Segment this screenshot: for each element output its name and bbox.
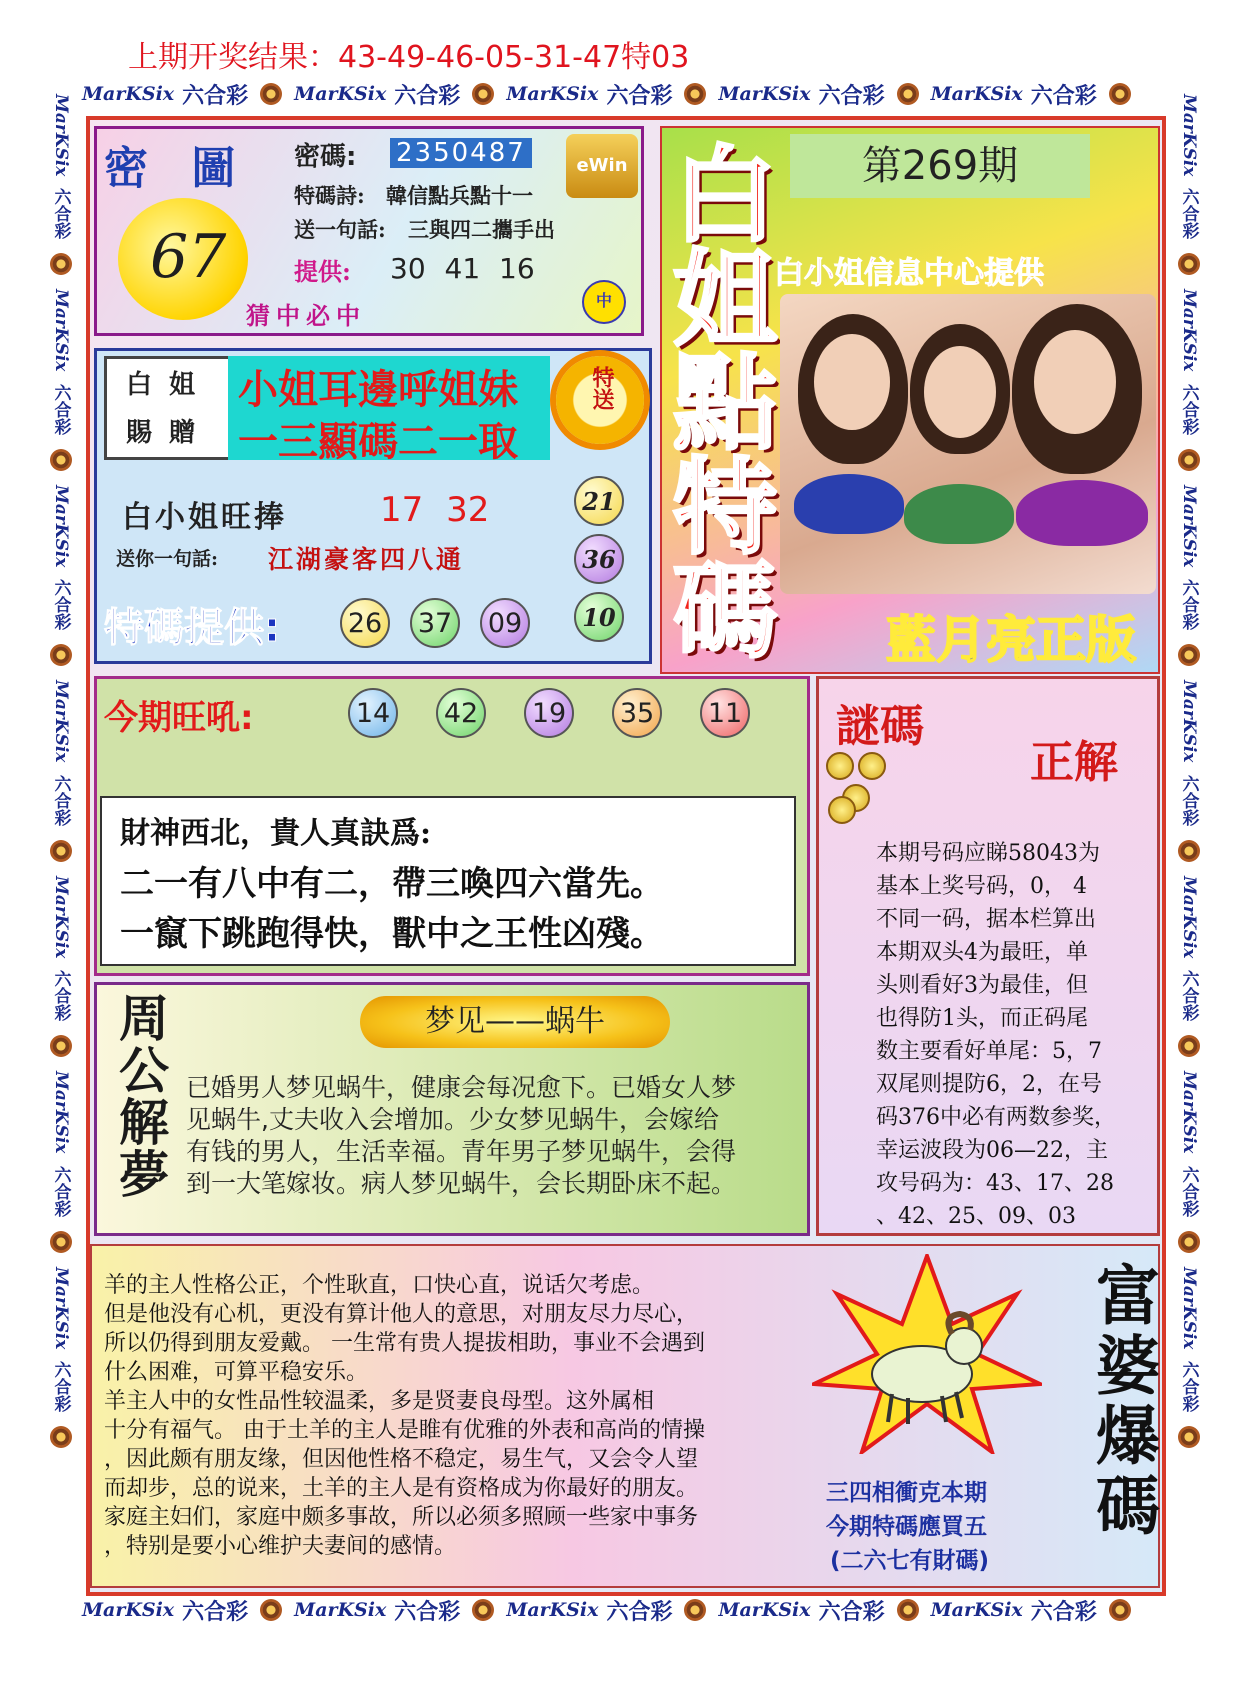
supply-ball-1: 26 [340, 598, 390, 648]
brand-cn-text: 六合彩 [50, 1361, 71, 1413]
lucky-ball-5: 11 [700, 688, 750, 738]
verse-line-2: 二一有八中有二，帶三喚四六當先。 [120, 864, 664, 904]
zodiac-text-line: 而却步，总的说来，土羊的主人是有资格成为你最好的朋友。 [104, 1476, 699, 1501]
interp-line: 本期双头4为最旺，单 [876, 940, 1088, 965]
brand-en-text: MarKSix [294, 83, 387, 105]
code-label: 密碼: [294, 142, 357, 172]
dream-line-3: 有钱的男人，生活幸福。青年男子梦见蜗牛，会得 [186, 1137, 737, 1166]
brand-cn-text: 六合彩 [50, 774, 71, 826]
flower-icon [684, 83, 706, 105]
brand-cn-text: 六合彩 [1178, 1165, 1199, 1217]
brand-en-text: MarKSix [1179, 289, 1199, 372]
flower-icon [260, 1599, 282, 1621]
frame-right-border [1172, 88, 1206, 1588]
lucky-title: 今期旺吼: [104, 698, 254, 738]
big-lucky-number: 67 [150, 222, 227, 292]
flower-icon [1178, 1035, 1200, 1057]
wang-label: 白小姐旺捧 [122, 500, 287, 535]
flower-icon [50, 1426, 72, 1448]
lucky-ball-2: 42 [436, 688, 486, 738]
flower-icon [472, 83, 494, 105]
flower-icon [897, 1599, 919, 1621]
zodiac-text-line: ，特别是要小心维护夫妻间的感情。 [104, 1534, 457, 1559]
brand-cn-text: 六合彩 [182, 83, 249, 109]
interp-line: 基本上奖号码，0， 4 [876, 874, 1087, 899]
bottom-note-3: (二六七有財碼) [830, 1548, 990, 1574]
interp-line: 不同一码，据本栏算出 [876, 907, 1097, 932]
brand-cn-text: 六合彩 [1178, 579, 1199, 631]
brand-cn-text: 六合彩 [50, 188, 71, 240]
zodiac-text-line: 所以仍得到朋友爱戴。 一生常有贵人提拔相助，事业不会遇到 [104, 1331, 705, 1356]
brand-cn-text: 六合彩 [1178, 970, 1199, 1022]
main-title: 白姐點特碼 [655, 140, 777, 660]
brand-cn-text: 六合彩 [1178, 1361, 1199, 1413]
brand-en-text: MarKSix [51, 289, 71, 372]
brand-cn-text: 六合彩 [50, 970, 71, 1022]
gift-line-2: 一三顯碼二一取 [238, 418, 518, 465]
coin-icon [826, 752, 854, 780]
interp-line: 也得防1头，而正码尾 [876, 1006, 1088, 1031]
side-ball-3: 10 [574, 592, 624, 642]
guess-slogan: 猜中必中 [246, 302, 366, 330]
verse-line-3: 一竄下跳跑得快，獸中之王性凶殘。 [120, 914, 664, 954]
flower-icon [50, 1231, 72, 1253]
flower-icon [260, 83, 282, 105]
dream-line-4: 到一大笔嫁妆。病人梦见蜗牛，会长期卧床不起。 [186, 1169, 737, 1198]
lucky-ball-1: 14 [348, 688, 398, 738]
frame-top-border [78, 76, 1168, 112]
special-gift-text: 特送 [589, 366, 614, 410]
flower-icon [1178, 1426, 1200, 1448]
brand-en-text: MarKSix [294, 1599, 387, 1621]
zodiac-text-line: 羊主人中的女性品性较温柔，多是贤妻良母型。这外属相 [104, 1389, 655, 1414]
goat-star-icon [812, 1254, 1042, 1454]
dream-line-1: 已婚男人梦见蜗牛，健康会每况愈下。已婚女人梦 [186, 1073, 737, 1102]
poem-label: 特碼詩: [294, 183, 365, 208]
zodiac-text-line: 家庭主妇们，家庭中颇多事故，所以必须多照顾一些家中事务 [104, 1505, 699, 1530]
brand-en-text: MarKSix [51, 1266, 71, 1350]
gift-side-bottom: 賜 贈 [126, 418, 200, 448]
brand-en-text: MarKSix [51, 680, 71, 763]
brand-cn-text: 六合彩 [1030, 83, 1097, 109]
flower-icon [1178, 1231, 1200, 1253]
gift-line-1: 小姐耳邊呼姐妹 [238, 366, 518, 413]
verse-line-1: 財神西北，貴人真訣爲: [120, 816, 432, 851]
rich-woman-title: 富婆爆碼 [1085, 1262, 1160, 1542]
flower-icon [50, 449, 72, 471]
lucky-ball-4: 35 [612, 688, 662, 738]
zodiac-text-line: 羊的主人性格公正，个性耿直，口快心直，说话欠考虑。 [104, 1273, 655, 1298]
interp-line: 双尾则提防6，2，在号 [876, 1072, 1102, 1097]
brand-cn-text: 六合彩 [50, 383, 71, 435]
brand-en-text: MarKSix [82, 83, 175, 105]
brand-en-text: MarKSix [1179, 875, 1199, 959]
ewin-logo: eWin [566, 134, 638, 198]
flower-icon [1178, 840, 1200, 862]
brand-en-text: MarKSix [1179, 1071, 1199, 1154]
frame-bottom-border [78, 1592, 1168, 1628]
flower-icon [1178, 253, 1200, 275]
interp-line: 、42、25、09、03 [876, 1204, 1076, 1229]
flower-icon [1178, 644, 1200, 666]
flower-icon [684, 1599, 706, 1621]
brand-en-text: MarKSix [930, 83, 1023, 105]
interp-line: 攻号码为：43、17、28 [876, 1171, 1114, 1196]
brand-en-text: MarKSix [718, 83, 811, 105]
frame-left-border [44, 88, 78, 1588]
brand-en-text: MarKSix [506, 83, 599, 105]
provider-text: 白小姐信息中心提供 [774, 256, 1044, 291]
poem-text: 韓信點兵點十一 [386, 183, 533, 208]
phrase-text: 三與四二攜手出 [408, 217, 555, 242]
side-ball-1: 21 [574, 476, 624, 526]
interp-title-b: 正解 [1030, 737, 1118, 788]
saying-label: 送你一句話: [116, 548, 219, 570]
brand-en-text: MarKSix [506, 1599, 599, 1621]
brand-cn-text: 六合彩 [50, 579, 71, 631]
flower-icon [1109, 83, 1131, 105]
brand-cn-text: 六合彩 [1178, 774, 1199, 826]
interp-line: 数主要看好单尾：5，7 [876, 1039, 1102, 1064]
dream-side-title: 周公解夢 [111, 992, 170, 1200]
wang-numbers: 17 32 [380, 490, 490, 530]
coin-icon [858, 752, 886, 780]
seal-icon: 中 [582, 280, 626, 324]
brand-en-text: MarKSix [51, 875, 71, 959]
bottom-note-2: 今期特碼應買五 [826, 1514, 987, 1540]
edition-label: 藍月亮正版 [886, 611, 1136, 669]
supply-ball-3: 09 [480, 598, 530, 648]
zodiac-text-line: 但是他没有心机，更没有算计他人的意思，对朋友尽力尽心， [104, 1302, 699, 1327]
flower-icon [897, 83, 919, 105]
brand-en-text: MarKSix [1179, 680, 1199, 763]
interp-line: 码376中必有两数参奖， [876, 1105, 1116, 1130]
dream-topic-pill: 梦见——蜗牛 [360, 996, 670, 1048]
brand-en-text: MarKSix [1179, 484, 1199, 568]
dream-line-2: 见蜗牛,丈夫收入会增加。少女梦见蜗牛，会嫁给 [186, 1105, 719, 1134]
zodiac-text-line: ，因此颇有朋友缘，但因他性格不稳定，易生气，又会令人望 [104, 1447, 699, 1472]
brand-en-text: MarKSix [51, 484, 71, 568]
flower-icon [472, 1599, 494, 1621]
brand-cn-text: 六合彩 [1030, 1599, 1097, 1625]
brand-cn-text: 六合彩 [394, 1599, 461, 1625]
brand-en-text: MarKSix [51, 1071, 71, 1154]
brand-cn-text: 六合彩 [50, 1165, 71, 1217]
supply-label: 特碼提供: [104, 605, 280, 651]
brand-en-text: MarKSix [1179, 94, 1199, 177]
brand-cn-text: 六合彩 [818, 1599, 885, 1625]
interp-line: 本期号码应睇58043为 [876, 841, 1100, 866]
brand-en-text: MarKSix [718, 1599, 811, 1621]
lucky-ball-3: 19 [524, 688, 574, 738]
zodiac-text-line: 什么困难，可算平稳安乐。 [104, 1360, 369, 1385]
brand-cn-text: 六合彩 [606, 83, 673, 109]
brand-cn-text: 六合彩 [182, 1599, 249, 1625]
code-value: 2350487 [390, 138, 532, 168]
bottom-note-1: 三四相衝克本期 [826, 1480, 987, 1506]
brand-en-text: MarKSix [930, 1599, 1023, 1621]
last-result-text: 上期开奖结果：43-49-46-05-31-47特03 [128, 40, 690, 75]
models-photo [780, 294, 1156, 594]
brand-cn-text: 六合彩 [606, 1599, 673, 1625]
brand-en-text: MarKSix [1179, 1266, 1199, 1350]
brand-en-text: MarKSix [82, 1599, 175, 1621]
brand-en-text: MarKSix [51, 94, 71, 177]
flower-icon [50, 840, 72, 862]
brand-cn-text: 六合彩 [818, 83, 885, 109]
interp-title-a: 謎碼 [836, 701, 924, 752]
saying-text: 江湖豪客四八通 [268, 545, 465, 574]
interp-line: 头则看好3为最佳，但 [876, 973, 1088, 998]
phrase-label: 送一句話: [294, 217, 386, 242]
brand-cn-text: 六合彩 [1178, 383, 1199, 435]
flower-icon [50, 253, 72, 275]
gift-side-top: 白 姐 [126, 370, 200, 400]
provide-label: 提供: [294, 257, 351, 286]
supply-ball-2: 37 [410, 598, 460, 648]
provide-numbers: 30 41 16 [390, 252, 535, 285]
flower-icon [1109, 1599, 1131, 1621]
brand-cn-text: 六合彩 [1178, 188, 1199, 240]
secret-map-title: 密 圖 [104, 143, 250, 194]
flower-icon [50, 1035, 72, 1057]
side-ball-2: 36 [574, 534, 624, 584]
issue-number: 第269期 [790, 134, 1090, 198]
interp-line: 幸运波段为06—22，主 [876, 1138, 1108, 1163]
flower-icon [50, 644, 72, 666]
flower-icon [1178, 449, 1200, 471]
coin-icon [828, 796, 856, 824]
zodiac-text-line: 十分有福气。 由于土羊的主人是睢有优雅的外表和高尚的情操 [104, 1418, 705, 1443]
brand-cn-text: 六合彩 [394, 83, 461, 109]
